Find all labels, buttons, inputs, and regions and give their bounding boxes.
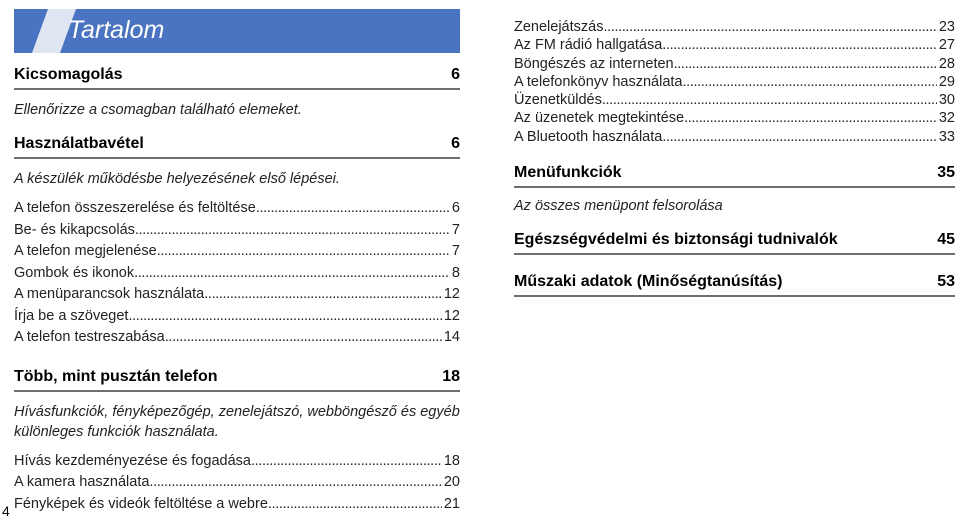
section-heading-row[interactable]: [14, 367, 460, 390]
toc-entry-title: Fényképek és videók feltöltése a webre: [14, 495, 268, 512]
leader-dots: [602, 91, 937, 109]
toc-entry-title: Üzenetküldés: [514, 92, 602, 109]
toc-entry-title: Az üzenetek megtekintése: [514, 110, 685, 127]
toc-right-column: [514, 18, 955, 297]
leader-dots: [251, 451, 442, 473]
leader-dots: [128, 306, 441, 328]
leader-dots: [157, 241, 450, 263]
toc-entry[interactable]: [514, 73, 955, 91]
toc-entry-page: 30: [938, 92, 955, 109]
toc-entry-page: 23: [938, 19, 955, 35]
section-heading: Használatbavétel: [14, 135, 144, 152]
toc-entry-title: A kamera használata: [14, 474, 150, 490]
toc-entry-page: 12: [443, 286, 460, 302]
toc-entry-page: 20: [443, 474, 460, 490]
toc-section: [514, 163, 955, 216]
toc-entry-title: A telefon megjelenése: [14, 243, 157, 259]
leader-dots: [256, 198, 450, 220]
toc-section: [14, 134, 460, 349]
toc-entry[interactable]: [14, 327, 460, 349]
toc-entry-page: 28: [938, 55, 955, 72]
section-heading: Kicsomagolás: [14, 66, 123, 83]
leader-dots: [165, 327, 442, 349]
leader-dots: [268, 494, 442, 516]
section-rule: [14, 157, 460, 159]
toc-entry-title: Gombok és ikonok: [14, 264, 135, 281]
title-bar: [14, 9, 460, 53]
toc-entry-title: Böngészés az interneten: [514, 55, 674, 72]
section-rule: [14, 88, 460, 90]
section-page: 6: [451, 135, 460, 152]
toc-entry-page: 7: [451, 243, 460, 259]
leader-dots: [674, 55, 937, 73]
section-heading: Több, mint pusztán telefon: [14, 367, 218, 385]
toc-entry-page: 32: [938, 110, 955, 127]
leader-dots: [682, 73, 936, 91]
leader-dots: [135, 220, 450, 242]
leader-dots: [603, 18, 936, 36]
section-description: Az összes menüpont felsorolása: [514, 198, 723, 215]
leader-dots: [662, 36, 937, 54]
toc-entry-page: 21: [443, 495, 460, 512]
toc-entry-title: A Bluetooth használata: [514, 128, 663, 145]
section-heading: Menüfunkciók: [514, 164, 622, 182]
page-number: 4: [2, 503, 10, 519]
toc-entry[interactable]: [14, 241, 460, 263]
right-sections: [514, 163, 955, 297]
section-entries: [14, 198, 460, 349]
toc-entry[interactable]: [514, 91, 955, 109]
left-sections: [14, 65, 460, 515]
toc-entry[interactable]: [514, 18, 955, 36]
section-page: 45: [937, 231, 955, 249]
section-heading-row[interactable]: [14, 65, 460, 88]
leader-dots: [149, 472, 441, 494]
section-description: A készülék működésbe helyezésének első lépései.: [14, 171, 340, 187]
section-rule: [514, 253, 955, 255]
toc-entry-title: Az FM rádió hallgatása: [514, 37, 663, 54]
section-description: Ellenőrizze a csomagban található elemeket.: [14, 102, 302, 118]
page-title: Tartalom: [68, 16, 165, 44]
toc-entry[interactable]: [14, 306, 460, 328]
toc-entry-title: A telefon testreszabása: [14, 329, 165, 345]
toc-entry[interactable]: [14, 451, 460, 473]
section-heading-row[interactable]: [514, 163, 955, 186]
toc-entry-title: A menüparancsok használata: [14, 286, 205, 302]
toc-entry-page: 27: [938, 37, 955, 54]
toc-entry[interactable]: [14, 198, 460, 220]
toc-entry[interactable]: [14, 263, 460, 285]
toc-entry-title: Hívás kezdeményezése és fogadása: [14, 452, 251, 469]
leader-dots: [134, 263, 450, 285]
section-description: Hívásfunkciók, fényképezőgép, zenelejátszó, webböngésző és egyéb különleges funkciók használata.: [14, 403, 460, 440]
toc-entry[interactable]: [514, 128, 955, 146]
toc-section: [14, 65, 460, 120]
toc-entry[interactable]: [14, 494, 460, 516]
toc-section: [14, 367, 460, 516]
right-entries: [514, 18, 955, 146]
section-rule: [514, 186, 955, 188]
toc-entry-title: Írja be a szöveget: [14, 307, 129, 324]
section-heading-row[interactable]: [514, 230, 955, 253]
toc-entry-page: 7: [451, 221, 460, 238]
section-rule: [14, 390, 460, 392]
toc-entry-page: 18: [443, 452, 460, 469]
section-heading: Egészségvédelmi és biztonsági tudnivalók: [514, 231, 838, 249]
toc-entry-page: 29: [938, 73, 955, 90]
toc-entry[interactable]: [14, 220, 460, 242]
section-page: 6: [451, 66, 460, 83]
toc-entry[interactable]: [514, 55, 955, 73]
toc-entry[interactable]: [14, 472, 460, 494]
toc-entry-title: Be- és kikapcsolás: [14, 221, 135, 238]
section-heading: Műszaki adatok (Minőségtanúsítás): [514, 273, 783, 291]
toc-entry-title: Zenelejátszás: [514, 19, 604, 35]
toc-entry-page: 33: [938, 128, 955, 145]
toc-section: [514, 272, 955, 297]
toc-entry-page: 14: [443, 329, 460, 345]
toc-entry[interactable]: [14, 284, 460, 306]
toc-entry-page: 12: [443, 307, 460, 324]
section-page: 53: [937, 273, 955, 291]
section-entries: [14, 451, 460, 516]
section-heading-row[interactable]: [514, 272, 955, 295]
toc-section: [514, 230, 955, 255]
section-heading-row[interactable]: [14, 134, 460, 157]
toc-entry-page: 8: [451, 264, 460, 281]
leader-dots: [662, 128, 937, 146]
leader-dots: [204, 284, 442, 306]
toc-entry-title: A telefonkönyv használata: [514, 73, 683, 90]
leader-dots: [684, 109, 937, 127]
section-page: 18: [442, 367, 460, 385]
toc-entry[interactable]: [514, 36, 955, 54]
toc-entry-title: A telefon összeszerelése és feltöltése: [14, 200, 256, 216]
toc-entry-page: 6: [451, 200, 460, 216]
section-page: 35: [937, 164, 955, 182]
toc-entry[interactable]: [514, 109, 955, 127]
section-rule: [514, 295, 955, 297]
toc-left-column: [14, 9, 460, 515]
